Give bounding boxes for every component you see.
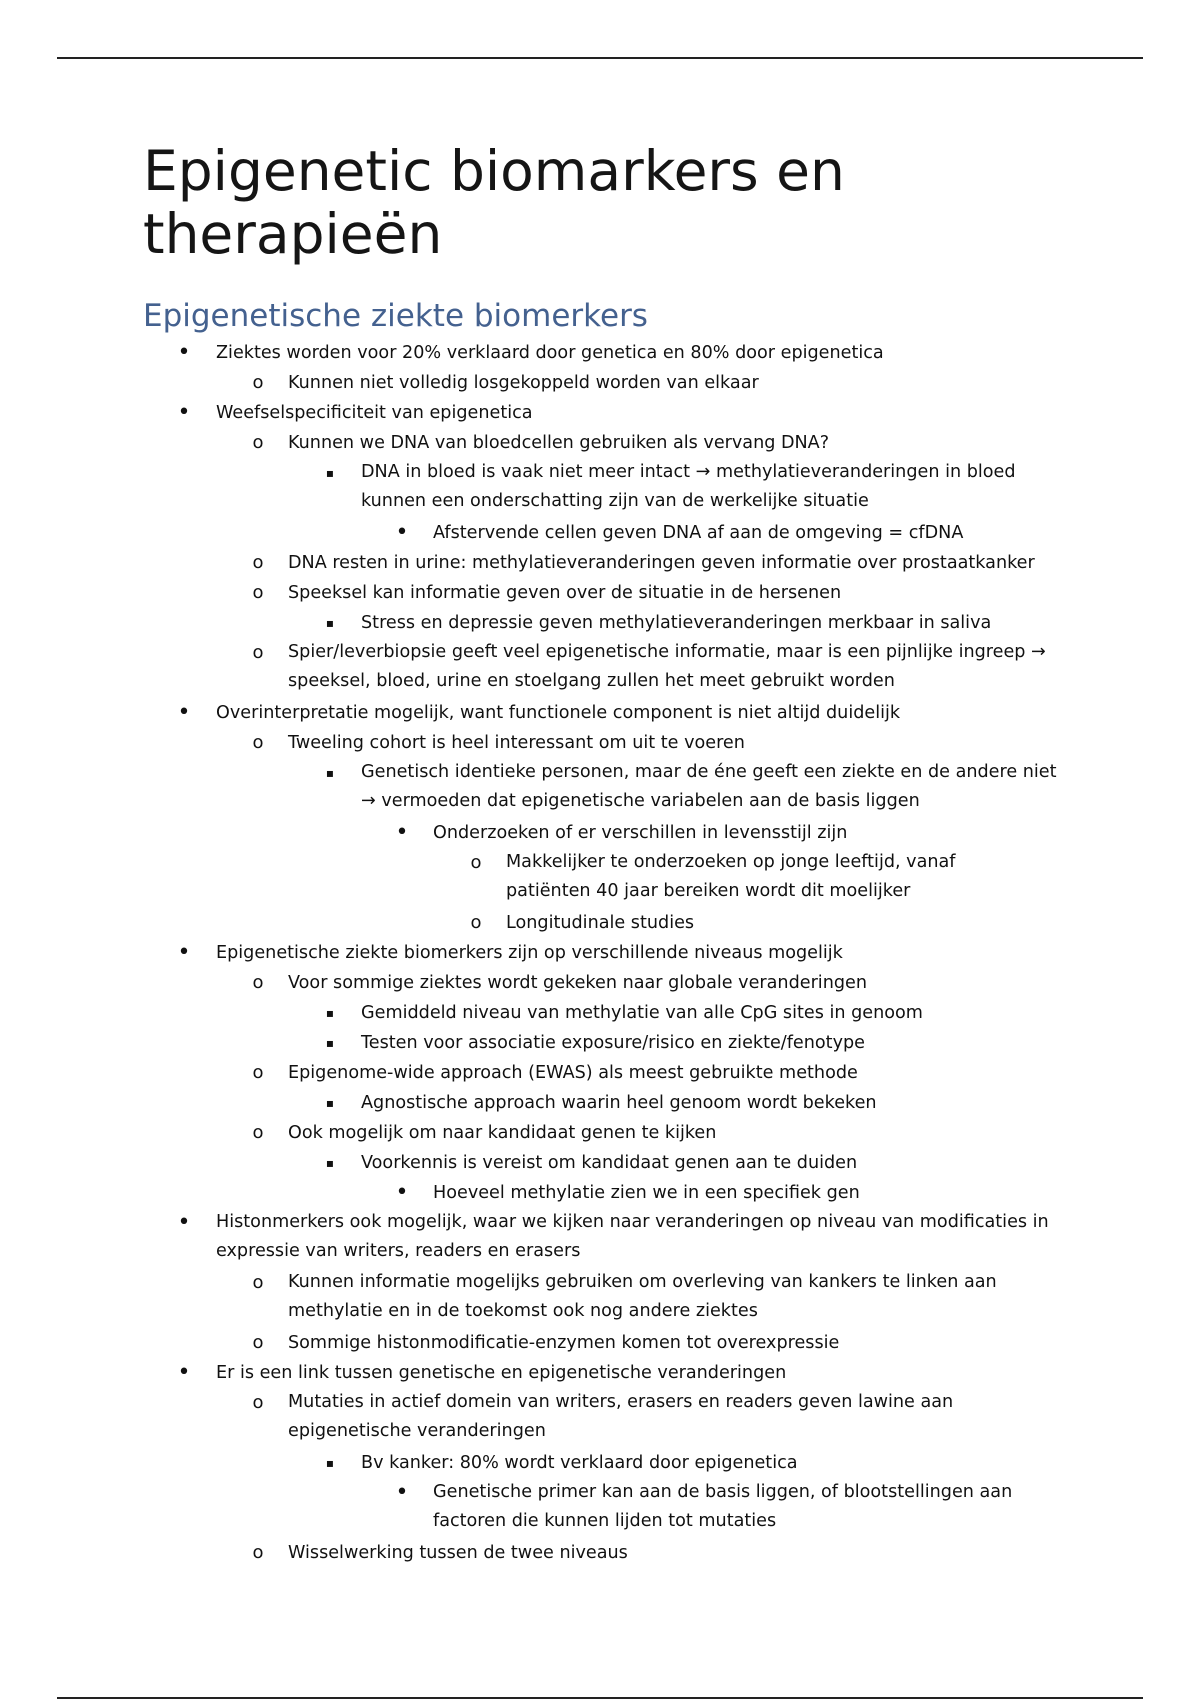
bullet-marker: o (252, 372, 264, 393)
bullet-marker: • (395, 1480, 409, 1505)
bullet-marker: • (177, 340, 191, 365)
list-item-text: Epigenome-wide approach (EWAS) als meest gebruikte methode (288, 1063, 858, 1083)
bullet-marker: o (252, 1392, 264, 1413)
list-item (0, 728, 1200, 758)
list-item-text: Ook mogelijk om naar kandidaat genen te kijken (288, 1123, 717, 1143)
bullet-marker: • (395, 520, 409, 545)
bullet-marker: o (252, 1062, 264, 1083)
list-item-text: Onderzoeken of er verschillen in levensstijl zijn (433, 823, 848, 843)
list-item-text: Speeksel kan informatie geven over de situatie in de hersenen (288, 583, 842, 603)
list-item-text: Wisselwerking tussen de twee niveaus (288, 1543, 628, 1563)
bullet-marker: ▪ (325, 616, 335, 630)
bullet-marker: o (470, 912, 482, 933)
list-item-text: Testen voor associatie exposure/risico en ziekte/fenotype (361, 1033, 865, 1053)
list-item (0, 458, 1200, 518)
list-item-text: DNA in bloed is vaak niet meer intact → methylatieveranderingen in bloed kunnen een onderschatting zijn van de werkelijke situatie (361, 462, 1016, 511)
list-item-text: Stress en depressie geven methylatieveranderingen merkbaar in saliva (361, 613, 992, 633)
bullet-marker: o (252, 582, 264, 603)
list-item (0, 938, 1200, 968)
list-item (0, 1118, 1200, 1148)
bullet-marker: o (252, 1122, 264, 1143)
list-item (0, 1178, 1200, 1208)
bullet-marker: ▪ (325, 1156, 335, 1170)
list-item-text: Kunnen we DNA van bloedcellen gebruiken als vervang DNA? (288, 433, 830, 453)
bullet-marker: ▪ (325, 766, 335, 780)
list-item-text: Afstervende cellen geven DNA af aan de omgeving = cfDNA (433, 523, 964, 543)
list-item-text: Longitudinale studies (506, 913, 695, 933)
list-item-text: Genetisch identieke personen, maar de éne geeft een ziekte en de andere niet → vermoeden dat epigenetische variabelen aan de basis liggen (361, 762, 1057, 811)
bullet-marker: ▪ (325, 1096, 335, 1110)
list-item-text: Genetische primer kan aan de basis liggen, of blootstellingen aan factoren die kunnen lijden tot mutaties (433, 1482, 1013, 1531)
list-item-text: Bv kanker: 80% wordt verklaard door epigenetica (361, 1453, 798, 1473)
list-item (0, 638, 1200, 698)
list-item (0, 1028, 1200, 1058)
list-item (0, 758, 1200, 818)
bullet-marker: • (395, 1180, 409, 1205)
bullet-marker: • (177, 940, 191, 965)
bullet-marker: • (395, 820, 409, 845)
bullet-marker: o (252, 1272, 264, 1293)
list-item (0, 1148, 1200, 1178)
list-item (0, 998, 1200, 1028)
list-item-text: Tweeling cohort is heel interessant om uit te voeren (288, 733, 745, 753)
list-item-text: Er is een link tussen genetische en epigenetische veranderingen (216, 1363, 787, 1383)
list-item-text: Epigenetische ziekte biomerkers zijn op verschillende niveaus mogelijk (216, 943, 843, 963)
list-item (0, 1088, 1200, 1118)
list-item (0, 968, 1200, 998)
list-item-text: Agnostische approach waarin heel genoom wordt bekeken (361, 1093, 877, 1113)
list-item (0, 1208, 1200, 1268)
list-item (0, 518, 1200, 548)
list-item (0, 548, 1200, 578)
list-item-text: Weefselspecificiteit van epigenetica (216, 403, 533, 423)
bullet-marker: • (177, 1210, 191, 1235)
bullet-marker: o (470, 852, 482, 873)
list-item (0, 368, 1200, 398)
bullet-marker: o (252, 1332, 264, 1353)
list-item-text: Hoeveel methylatie zien we in een specifiek gen (433, 1183, 860, 1203)
list-item (0, 398, 1200, 428)
list-item-text: Voorkennis is vereist om kandidaat genen aan te duiden (361, 1153, 858, 1173)
list-item-text: Kunnen niet volledig losgekoppeld worden van elkaar (288, 373, 759, 393)
bullet-marker: • (177, 700, 191, 725)
list-item-text: Ziektes worden voor 20% verklaard door genetica en 80% door epigenetica (216, 343, 884, 363)
list-item (0, 338, 1200, 368)
bullet-marker: o (252, 642, 264, 663)
list-item-text: Mutaties in actief domein van writers, erasers en readers geven lawine aan epigenetische veranderingen (288, 1392, 954, 1441)
list-item (0, 1538, 1200, 1568)
list-item (0, 608, 1200, 638)
list-item (0, 1448, 1200, 1478)
list-item (0, 428, 1200, 458)
list-item-text: Sommige histonmodificatie-enzymen komen tot overexpressie (288, 1333, 840, 1353)
bullet-marker: • (177, 1360, 191, 1385)
list-item (0, 848, 1200, 908)
list-item (0, 578, 1200, 608)
list-item (0, 908, 1200, 938)
list-item (0, 1058, 1200, 1088)
bullet-marker: ▪ (325, 1006, 335, 1020)
header-rule (57, 57, 1143, 59)
section-heading: Epigenetische ziekte biomerkers (143, 298, 648, 334)
list-item (0, 818, 1200, 848)
list-item (0, 1358, 1200, 1388)
bullet-list (0, 338, 1200, 1568)
list-item (0, 1328, 1200, 1358)
list-item-text: Spier/leverbiopsie geeft veel epigenetische informatie, maar is een pijnlijke ingreep → speeksel, bloed, urine en stoelgang zullen het meet gebruikt worden (288, 642, 1046, 691)
bullet-marker: o (252, 972, 264, 993)
list-item (0, 698, 1200, 728)
footer-rule (57, 1697, 1143, 1699)
bullet-marker: ▪ (325, 1036, 335, 1050)
bullet-marker: o (252, 1542, 264, 1563)
bullet-marker: o (252, 732, 264, 753)
list-item-text: Voor sommige ziektes wordt gekeken naar globale veranderingen (288, 973, 867, 993)
list-item-text: DNA resten in urine: methylatieveranderingen geven informatie over prostaatkanker (288, 553, 1035, 573)
list-item-text: Makkelijker te onderzoeken op jonge leeftijd, vanaf patiënten 40 jaar bereiken wordt dit moelijker (506, 852, 956, 901)
list-item-text: Overinterpretatie mogelijk, want functionele component is niet altijd duidelijk (216, 703, 901, 723)
list-item (0, 1388, 1200, 1448)
list-item (0, 1268, 1200, 1328)
list-item-text: Kunnen informatie mogelijks gebruiken om overleving van kankers te linken aan methylatie en in de toekomst ook nog andere ziektes (288, 1272, 997, 1321)
bullet-marker: ▪ (325, 1456, 335, 1470)
bullet-marker: • (177, 400, 191, 425)
list-item-text: Gemiddeld niveau van methylatie van alle CpG sites in genoom (361, 1003, 923, 1023)
bullet-marker: ▪ (325, 466, 335, 480)
document-title: Epigenetic biomarkers en therapieën (143, 139, 845, 266)
list-item-text: Histonmerkers ook mogelijk, waar we kijken naar veranderingen op niveau van modificaties in expressie van writers, readers en erasers (216, 1212, 1049, 1261)
list-item (0, 1478, 1200, 1538)
bullet-marker: o (252, 432, 264, 453)
bullet-marker: o (252, 552, 264, 573)
